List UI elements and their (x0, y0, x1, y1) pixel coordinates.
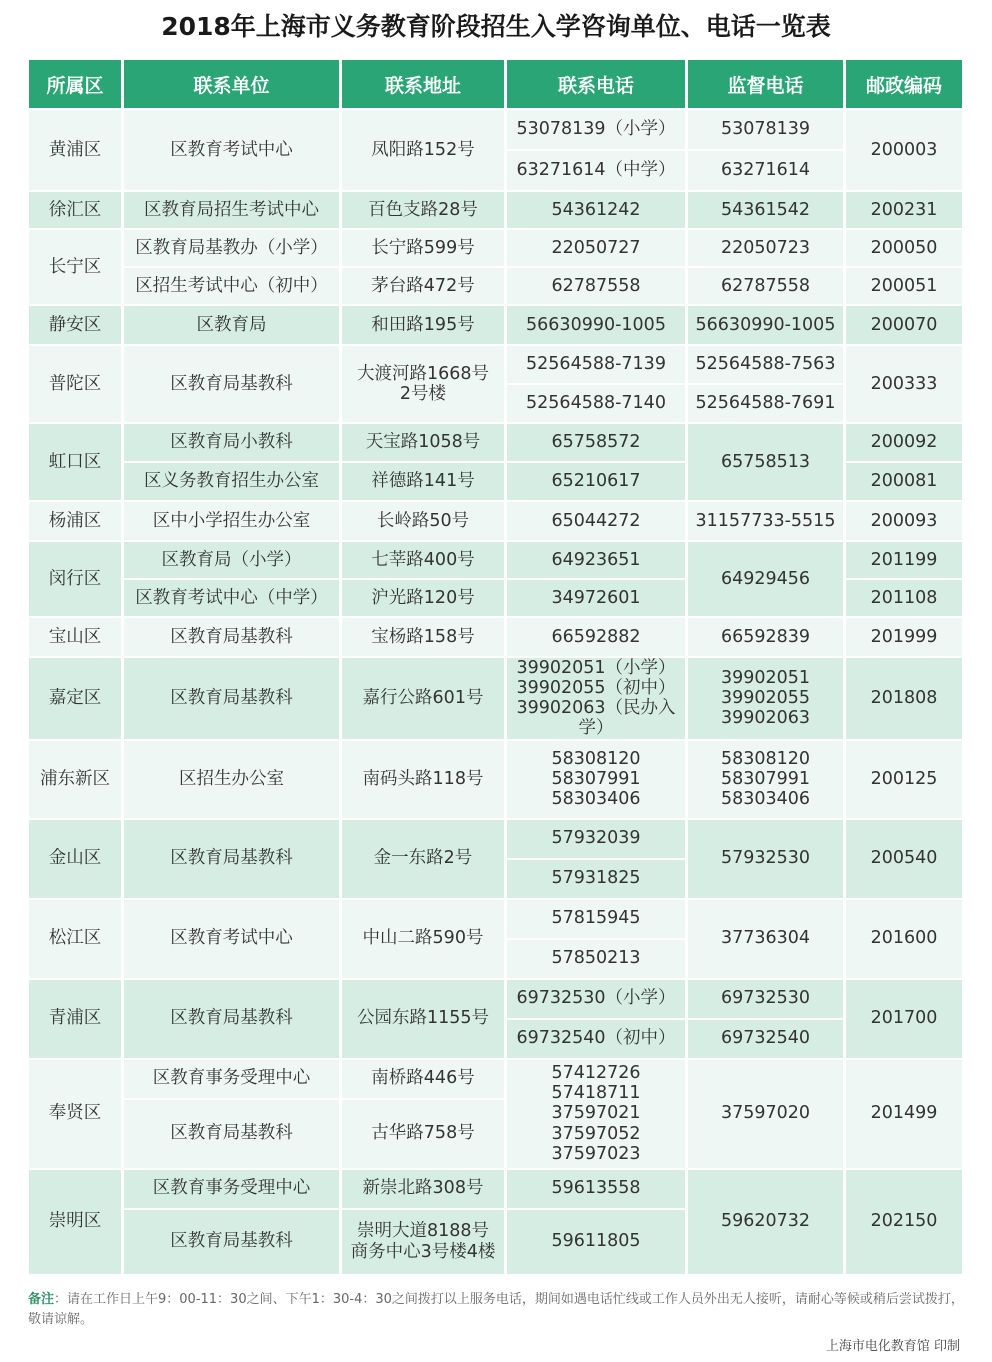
district-cell: 浦东新区 (29, 741, 121, 818)
address-line: 大渡河路1668号 (356, 363, 490, 384)
phone-line: 39902063（民办入学） (516, 698, 676, 739)
phone-cell: 65044272 (507, 502, 685, 540)
supervision-phone-cell: 63271614 (688, 151, 843, 190)
unit-cell: 区教育事务受理中心 (124, 1170, 339, 1208)
address-cell: 嘉行公路601号 (342, 658, 504, 739)
phone-cell: 53078139（小学） (507, 110, 685, 149)
header-phone: 联系电话 (507, 60, 685, 108)
phone-cell: 62787558 (507, 268, 685, 304)
zip-cell: 200125 (846, 741, 962, 818)
address-line: 商务中心3号楼4楼 (350, 1241, 496, 1262)
address-cell: 公园东路1155号 (342, 980, 504, 1058)
unit-cell: 区教育考试中心 (124, 110, 339, 190)
district-cell: 黄浦区 (29, 110, 121, 190)
unit-cell: 区招生办公室 (124, 741, 339, 818)
address-cell: 新崇北路308号 (342, 1170, 504, 1208)
district-cell: 嘉定区 (29, 658, 121, 739)
supervision-phone-cell: 52564588-7691 (688, 385, 843, 422)
phone-line: 39902063 (720, 708, 811, 729)
district-cell: 虹口区 (29, 424, 121, 500)
district-cell: 徐汇区 (29, 192, 121, 228)
district-cell: 杨浦区 (29, 502, 121, 540)
table-row (29, 346, 962, 383)
phone-cell: 69732530（小学） (507, 980, 685, 1018)
phone-cell: 63271614（中学） (507, 151, 685, 190)
zip-cell: 200070 (846, 306, 962, 344)
phone-line: 37597021 (551, 1103, 641, 1124)
unit-cell: 区招生考试中心（初中） (124, 268, 339, 304)
unit-cell: 区教育事务受理中心 (124, 1060, 339, 1098)
supervision-phone-cell: 53078139 (688, 110, 843, 149)
unit-cell: 区教育局基教科 (124, 1100, 339, 1168)
publisher-credit: 上海市电化教育馆 印制 (825, 1339, 960, 1354)
table-row (29, 110, 962, 149)
zip-cell: 200093 (846, 502, 962, 540)
phone-cell: 59613558 (507, 1170, 685, 1208)
district-cell: 松江区 (29, 900, 121, 978)
phone-line: 58307991 (551, 768, 641, 789)
zip-cell: 201808 (846, 658, 962, 739)
supervision-phone-cell: 57932530 (688, 820, 843, 898)
supervision-phone-cell: 54361542 (688, 192, 843, 228)
phone-cell: 65210617 (507, 463, 685, 500)
phone-cell: 52564588-7139 (507, 346, 685, 383)
zip-cell: 200540 (846, 820, 962, 898)
supervision-phone-cell (688, 658, 843, 739)
district-cell: 长宁区 (29, 230, 121, 304)
address-line: 崇明大道8188号 (356, 1221, 490, 1242)
district-cell: 宝山区 (29, 618, 121, 656)
unit-cell: 区教育局 (124, 306, 339, 344)
header-unit: 联系单位 (124, 60, 339, 108)
supervision-phone-cell: 65758513 (688, 424, 843, 500)
table-row (29, 741, 962, 818)
address-cell (342, 1210, 504, 1274)
address-cell: 祥德路141号 (342, 463, 504, 500)
phone-cell: 57850213 (507, 940, 685, 978)
phone-line: 37597052 (551, 1123, 641, 1144)
supervision-phone-cell: 52564588-7563 (688, 346, 843, 383)
unit-cell: 区教育局基教科 (124, 1210, 339, 1274)
address-cell: 金一东路2号 (342, 820, 504, 898)
table-row (29, 820, 962, 858)
table-row (29, 658, 962, 739)
phone-cell (507, 1060, 685, 1168)
phone-cell (507, 741, 685, 818)
supervision-phone-cell: 59620732 (688, 1170, 843, 1274)
phone-cell: 59611805 (507, 1210, 685, 1274)
zip-cell: 201499 (846, 1060, 962, 1168)
phone-line: 39902051 (720, 668, 811, 689)
zip-cell: 201700 (846, 980, 962, 1058)
phone-cell: 54361242 (507, 192, 685, 228)
footnote-text: ：请在工作日上午9：00-11：30之间、下午1：30-4：30之间拨打以上服务电话，期间如遇电话忙线或工作人员外出无人接听，请耐心等候或稍后尝试拨打，敬请谅解。 (28, 1292, 964, 1327)
unit-cell: 区教育局基教办（小学） (124, 230, 339, 266)
address-cell: 七莘路400号 (342, 542, 504, 578)
district-cell: 青浦区 (29, 980, 121, 1058)
address-line: 2号楼 (399, 384, 447, 404)
table-row (29, 268, 962, 304)
zip-cell: 200051 (846, 268, 962, 304)
address-cell: 南桥路446号 (342, 1060, 504, 1098)
district-cell: 静安区 (29, 306, 121, 344)
supervision-phone-cell: 66592839 (688, 618, 843, 656)
zip-cell: 200092 (846, 424, 962, 461)
address-cell: 中山二路590号 (342, 900, 504, 978)
phone-line: 37597023 (551, 1143, 641, 1164)
zip-cell: 202150 (846, 1170, 962, 1274)
supervision-phone-cell: 22050723 (688, 230, 843, 266)
phone-cell: 22050727 (507, 230, 685, 266)
address-cell: 长岭路50号 (342, 502, 504, 540)
footnote (28, 1290, 964, 1330)
supervision-phone-cell: 69732540 (688, 1020, 843, 1058)
address-cell: 百色支路28号 (342, 192, 504, 228)
unit-cell: 区教育局基教科 (124, 820, 339, 898)
unit-cell: 区教育考试中心 (124, 900, 339, 978)
zip-cell: 201108 (846, 580, 962, 616)
contact-table (26, 58, 965, 1276)
zip-cell: 200050 (846, 230, 962, 266)
address-cell: 宝杨路158号 (342, 618, 504, 656)
phone-cell: 57932039 (507, 820, 685, 858)
phone-cell: 65758572 (507, 424, 685, 461)
unit-cell: 区教育局基教科 (124, 980, 339, 1058)
table-header-row (29, 60, 962, 108)
address-cell: 凤阳路152号 (342, 110, 504, 190)
phone-line: 58303406 (551, 789, 641, 810)
table-row (29, 306, 962, 344)
supervision-phone-cell: 69732530 (688, 980, 843, 1018)
address-cell: 长宁路599号 (342, 230, 504, 266)
phone-line: 58308120 (720, 748, 811, 769)
table-row (29, 192, 962, 228)
phone-cell (507, 658, 685, 739)
supervision-phone-cell (688, 741, 843, 818)
address-cell: 天宝路1058号 (342, 424, 504, 461)
address-cell: 沪光路120号 (342, 580, 504, 616)
zip-cell: 201199 (846, 542, 962, 578)
unit-cell: 区教育局招生考试中心 (124, 192, 339, 228)
address-cell: 南码头路118号 (342, 741, 504, 818)
table-row (29, 980, 962, 1018)
zip-cell: 200003 (846, 110, 962, 190)
supervision-phone-cell: 37597020 (688, 1060, 843, 1168)
address-cell (342, 346, 504, 422)
table-row (29, 542, 962, 578)
zip-cell: 200231 (846, 192, 962, 228)
unit-cell: 区教育局基教科 (124, 346, 339, 422)
zip-cell: 200333 (846, 346, 962, 422)
address-cell: 古华路758号 (342, 1100, 504, 1168)
phone-cell: 34972601 (507, 580, 685, 616)
table-row (29, 1170, 962, 1208)
unit-cell: 区教育局基教科 (124, 658, 339, 739)
supervision-phone-cell: 56630990-1005 (688, 306, 843, 344)
phone-line: 39902055 (720, 688, 811, 709)
phone-line: 57412726 (551, 1063, 641, 1084)
table-row (29, 1060, 962, 1098)
district-cell: 闵行区 (29, 542, 121, 616)
unit-cell: 区教育局小教科 (124, 424, 339, 461)
zip-cell: 200081 (846, 463, 962, 500)
header-district: 所属区 (29, 60, 121, 108)
phone-line: 39902055（初中） (516, 678, 676, 699)
zip-cell: 201600 (846, 900, 962, 978)
phone-cell: 52564588-7140 (507, 385, 685, 422)
unit-cell: 区教育局基教科 (124, 618, 339, 656)
header-address: 联系地址 (342, 60, 504, 108)
phone-cell: 69732540（初中） (507, 1020, 685, 1058)
page-title: 2018年上海市义务教育阶段招生入学咨询单位、电话一览表 (161, 12, 831, 41)
district-cell: 崇明区 (29, 1170, 121, 1274)
header-supervision-phone: 监督电话 (688, 60, 843, 108)
address-cell: 和田路195号 (342, 306, 504, 344)
zip-cell: 201999 (846, 618, 962, 656)
supervision-phone-cell: 37736304 (688, 900, 843, 978)
header-zip: 邮政编码 (846, 60, 962, 108)
phone-line: 57418711 (551, 1083, 641, 1104)
unit-cell: 区教育局（小学） (124, 542, 339, 578)
table-row (29, 900, 962, 938)
table-row (29, 618, 962, 656)
unit-cell: 区教育考试中心（中学） (124, 580, 339, 616)
phone-cell: 64923651 (507, 542, 685, 578)
supervision-phone-cell: 64929456 (688, 542, 843, 616)
footnote-label: 备注 (28, 1292, 55, 1307)
table-row (29, 424, 962, 461)
phone-line: 39902051（小学） (516, 658, 676, 678)
phone-line: 58303406 (720, 789, 811, 810)
table-row (29, 502, 962, 540)
address-cell: 茅台路472号 (342, 268, 504, 304)
supervision-phone-cell: 62787558 (688, 268, 843, 304)
district-cell: 普陀区 (29, 346, 121, 422)
phone-cell: 66592882 (507, 618, 685, 656)
unit-cell: 区义务教育招生办公室 (124, 463, 339, 500)
supervision-phone-cell: 31157733-5515 (688, 502, 843, 540)
phone-cell: 57931825 (507, 860, 685, 898)
phone-cell: 56630990-1005 (507, 306, 685, 344)
phone-line: 58308120 (551, 748, 641, 769)
table-row (29, 230, 962, 266)
unit-cell: 区中小学招生办公室 (124, 502, 339, 540)
district-cell: 金山区 (29, 820, 121, 898)
phone-cell: 57815945 (507, 900, 685, 938)
phone-line: 58307991 (720, 768, 811, 789)
district-cell: 奉贤区 (29, 1060, 121, 1168)
